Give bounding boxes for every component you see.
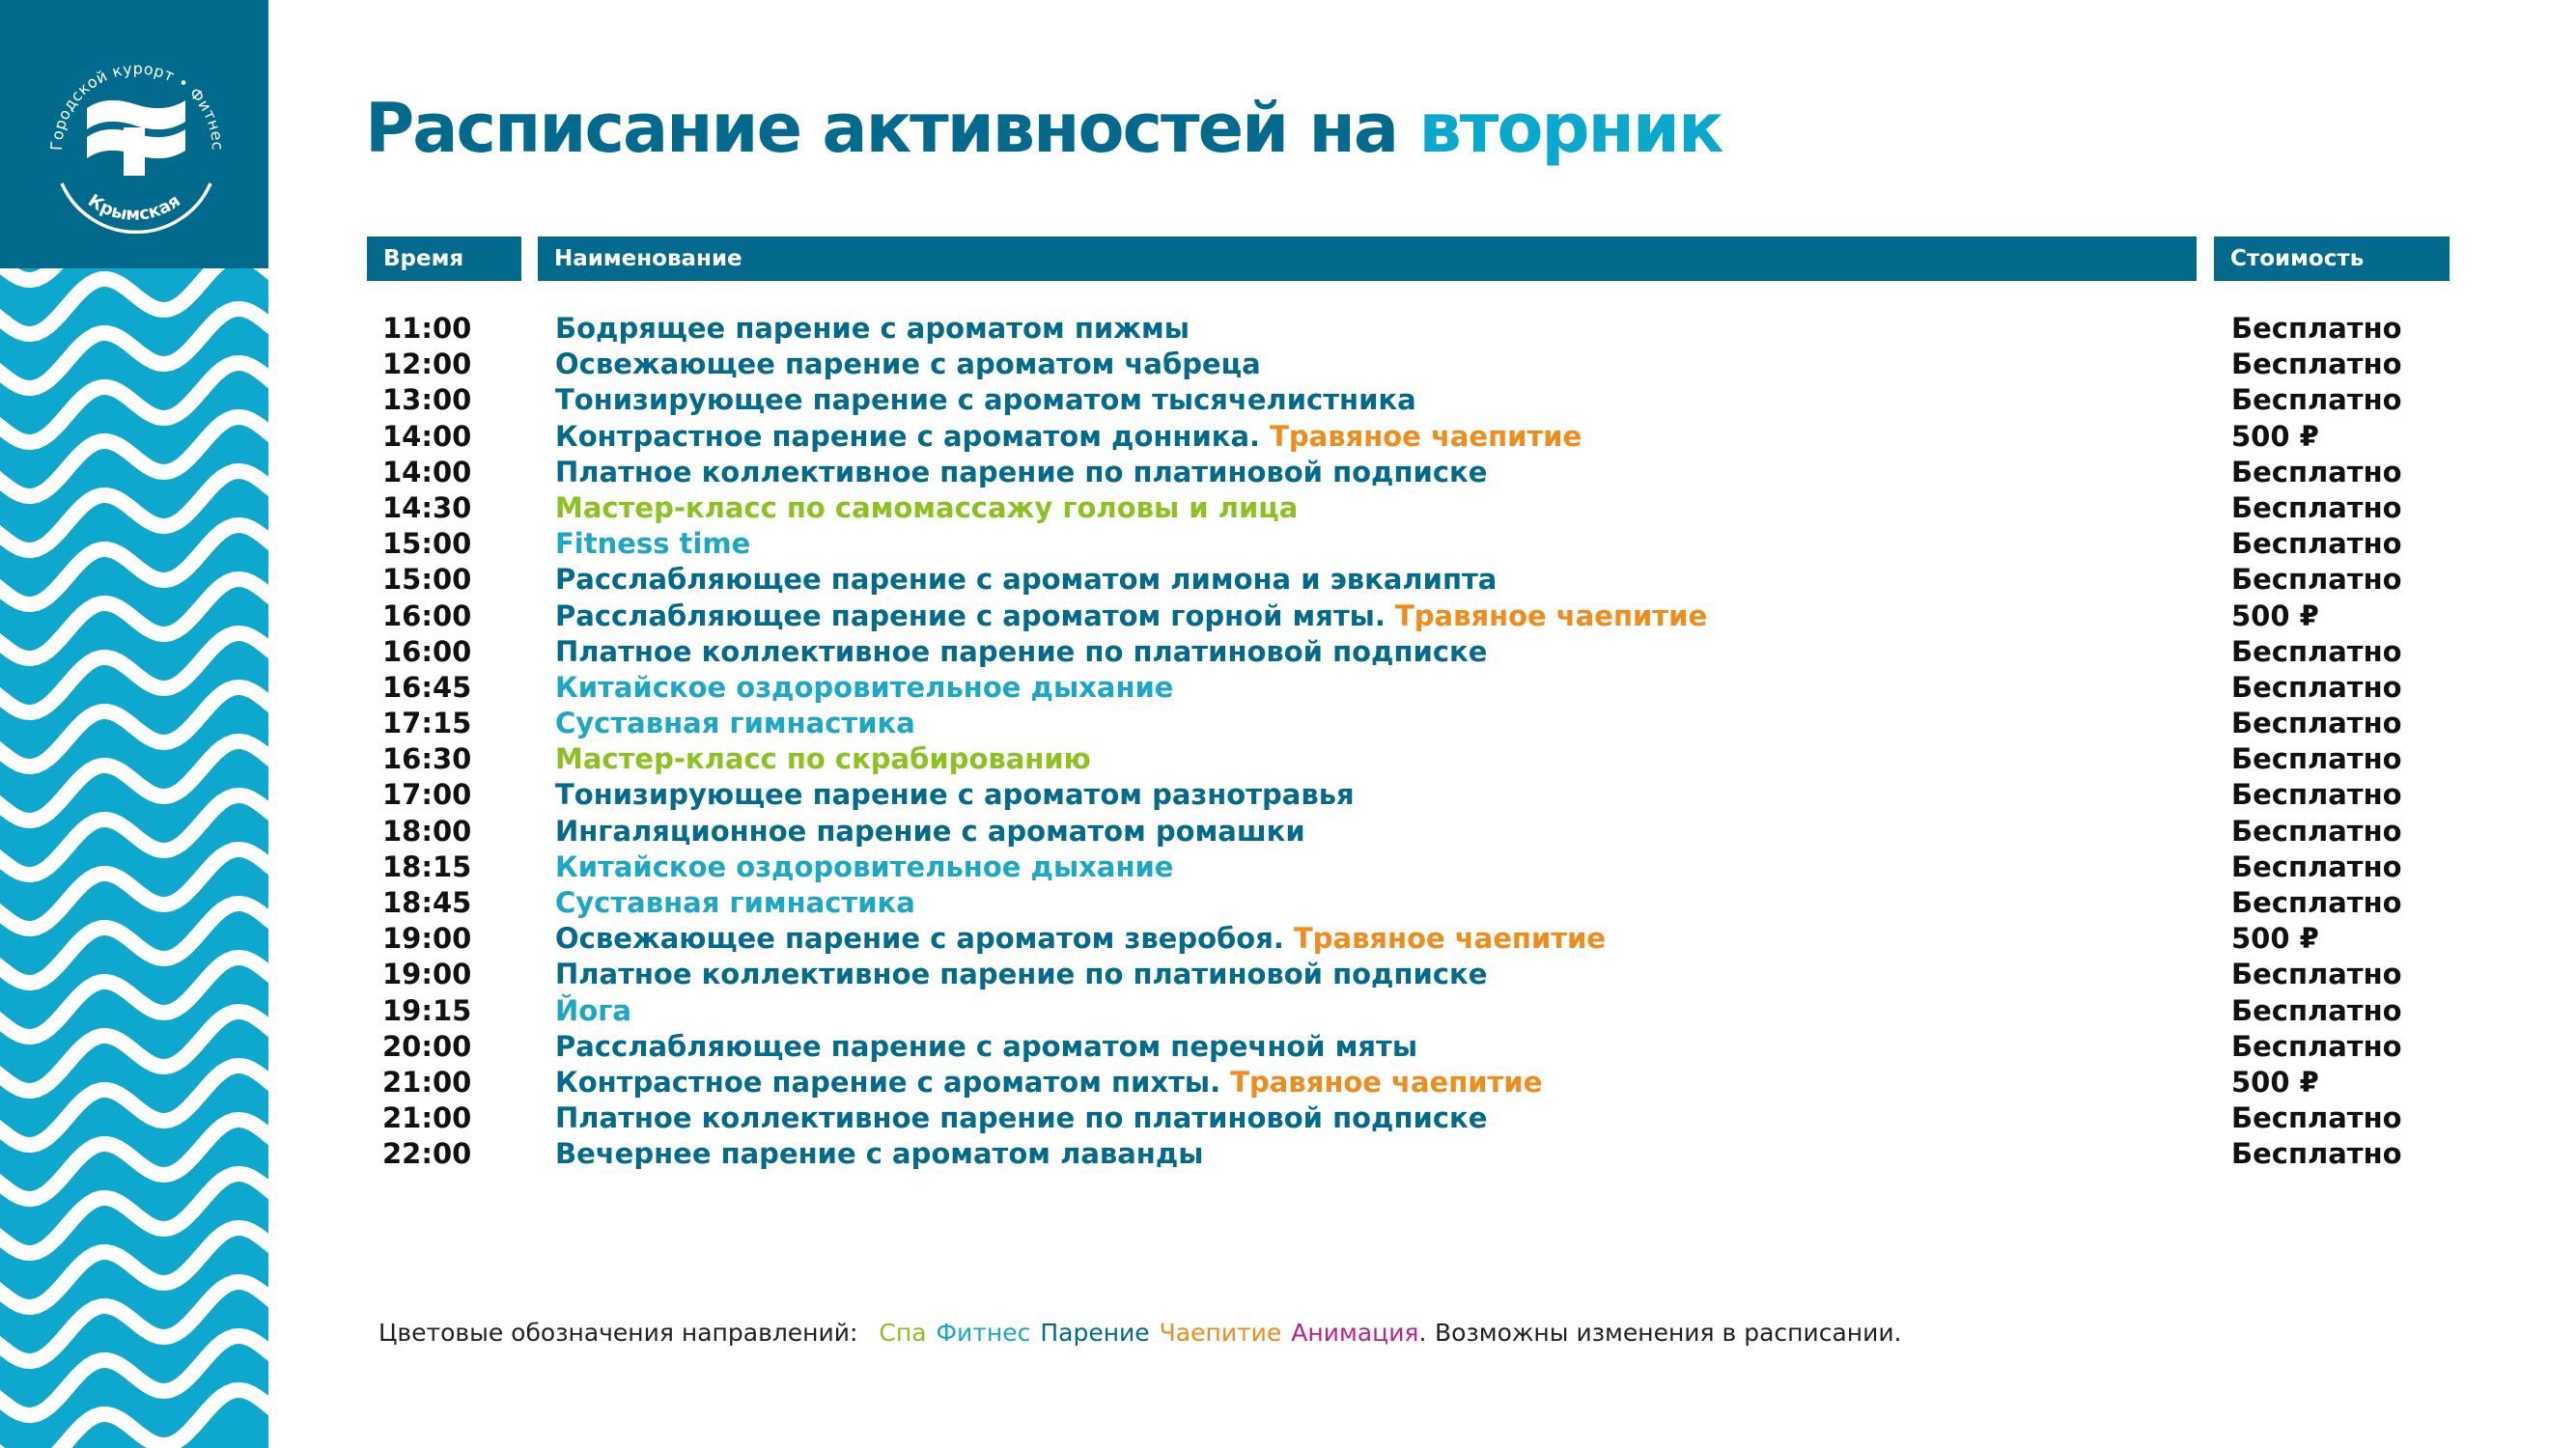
row-name-text: Платное коллективное парение по платиновой подписке [555,634,1488,668]
table-row [0,921,2576,957]
table-row [0,849,2576,885]
row-name-text: Расслабляющее парение с ароматом лимона и эвкалипта [555,563,1498,597]
brand-mark-icon [0,0,268,268]
table-row [0,814,2576,849]
row-name [555,670,1173,706]
table-row [0,490,2576,526]
wave-stripe [0,1336,268,1415]
row-name [555,599,1707,634]
wave-stripe [0,1228,268,1307]
row-time: 14:00 [382,455,472,488]
row-extra: Травяное чаепитие [1293,922,1607,956]
row-price: Бесплатно [2231,563,2402,597]
row-name [555,777,1355,813]
row-name [555,562,1497,598]
row-name [555,634,1487,670]
row-name-text: Мастер-класс по скрабированию [555,742,1091,776]
row-time: 16:00 [382,634,472,668]
legend-end: . [1418,1319,1427,1347]
row-time: 21:00 [382,1101,472,1135]
row-name-text: Вечернее парение с ароматом лаванды [555,1137,1204,1171]
row-name [555,382,1416,418]
row-time: 15:00 [382,563,472,597]
row-name-text: Бодрящее парение с ароматом пижмы [555,312,1190,345]
row-time: 13:00 [382,383,472,417]
row-time: 20:00 [382,1029,472,1063]
row-name [555,814,1305,849]
wave-stripe [0,1174,268,1253]
row-price: Бесплатно [2231,778,2402,812]
row-name [555,993,631,1029]
row-time: 16:30 [382,742,472,776]
title-accent: вторник [1418,89,1722,168]
row-time: 21:00 [382,1065,472,1099]
row-time: 16:00 [382,599,472,632]
table-row [0,706,2576,741]
title-main: Расписание активностей на [365,89,1398,168]
row-price: Бесплатно [2231,527,2402,561]
legend-item: Парение [1040,1319,1150,1347]
row-time: 18:15 [382,849,472,883]
table-row [0,562,2576,598]
table-row [0,1065,2576,1100]
row-time: 16:45 [382,670,472,704]
row-price: Бесплатно [2231,742,2402,776]
row-name-text: Йога [555,993,631,1027]
row-time: 22:00 [382,1137,472,1171]
row-name [555,1029,1417,1065]
row-price: Бесплатно [2231,312,2402,345]
ring-text-bottom: Крымская [84,190,184,225]
row-name-text: Суставная гимнастика [555,886,915,919]
row-price: 500 ₽ [2231,922,2319,956]
row-name-text: Платное коллективное парение по платиновой подписке [555,455,1488,488]
row-price: Бесплатно [2231,707,2402,740]
row-name-text: Тонизирующее парение с ароматом разнотравья [555,778,1355,812]
row-price: Бесплатно [2231,490,2402,524]
table-row [0,1100,2576,1136]
row-time: 17:15 [382,707,472,740]
table-row [0,885,2576,921]
table-row [0,419,2576,455]
row-price: Бесплатно [2231,455,2402,488]
row-time: 19:00 [382,958,472,991]
schedule-table [0,311,2576,1173]
legend-item: Спа [879,1319,927,1347]
row-name-text: Освежающее парение с ароматом чабреца [555,348,1261,381]
row-price: 500 ₽ [2231,1065,2319,1099]
row-extra: Травяное чаепитие [1230,1065,1543,1099]
table-row [0,957,2576,992]
row-name-text: Китайское оздоровительное дыхание [555,670,1174,704]
row-time: 18:00 [382,814,472,848]
row-price: 500 ₽ [2231,419,2319,453]
row-price: Бесплатно [2231,1029,2402,1063]
legend-item: Чаепитие [1159,1319,1282,1347]
legend-item: Анимация [1291,1319,1419,1347]
row-name-text: Контрастное парение с ароматом пихты. [555,1065,1221,1099]
row-time: 18:45 [382,886,472,919]
row-price: Бесплатно [2231,383,2402,417]
row-name [555,1136,1204,1172]
row-name-text: Суставная гимнастика [555,707,915,740]
row-price: Бесплатно [2231,670,2402,704]
table-row [0,599,2576,634]
row-name [555,706,915,741]
table-row [0,670,2576,706]
row-name [555,885,915,921]
row-price: Бесплатно [2231,348,2402,381]
brand-logo [0,0,268,268]
table-row [0,993,2576,1029]
row-time: 14:30 [382,490,472,524]
row-price: Бесплатно [2231,814,2402,848]
row-time: 12:00 [382,348,472,381]
row-name-text: Мастер-класс по самомассажу головы и лица [555,490,1299,524]
table-row [0,526,2576,562]
row-price: Бесплатно [2231,634,2402,668]
row-name-text: Освежающее парение с ароматом зверобоя. [555,922,1284,956]
row-time: 14:00 [382,419,472,453]
row-name [555,419,1582,455]
wave-stripe [0,1282,268,1361]
row-extra: Травяное чаепитие [1395,599,1708,632]
row-price: Бесплатно [2231,886,2402,919]
table-row [0,634,2576,670]
row-name-text: Тонизирующее парение с ароматом тысячелистника [555,383,1416,417]
row-name [555,490,1298,526]
color-legend [378,1319,1445,1347]
row-name-text: Китайское оздоровительное дыхание [555,849,1174,883]
row-price: Бесплатно [2231,849,2402,883]
svg-text:Крымская [84,190,183,224]
row-name [555,455,1487,490]
table-row [0,741,2576,777]
row-time: 15:00 [382,527,472,561]
table-row [0,777,2576,813]
legend-item: Фитнес [936,1319,1031,1347]
row-price: 500 ₽ [2231,599,2319,632]
table-row [0,347,2576,382]
row-price: Бесплатно [2231,958,2402,991]
row-name [555,741,1091,777]
row-price: Бесплатно [2231,993,2402,1027]
row-name-text: Расслабляющее парение с ароматом перечной мяты [555,1029,1418,1063]
row-time: 19:15 [382,993,472,1027]
row-name [555,1100,1487,1136]
row-name [555,921,1606,957]
header-name: Наименование [538,237,2197,281]
row-name-text: Расслабляющее парение с ароматом горной мяты. [555,599,1386,632]
page-title [365,89,1722,168]
row-name [555,957,1487,992]
header-price: Стоимость [2214,237,2450,281]
row-price: Бесплатно [2231,1101,2402,1135]
table-row [0,311,2576,347]
row-time: 17:00 [382,778,472,812]
schedule-note: Возможны изменения в расписании. [1435,1319,1902,1347]
table-row [0,1136,2576,1172]
row-name-text: Fitness time [555,527,751,561]
row-name [555,526,750,562]
row-time: 19:00 [382,922,472,956]
header-time: Время [367,237,521,281]
row-name [555,849,1173,885]
ring-text-top: Городской курорт • Фитнес [46,59,228,152]
legend-label: Цветовые обозначения направлений: [378,1319,858,1347]
wave-stripe [0,268,268,280]
row-price: Бесплатно [2231,1137,2402,1171]
row-name-text: Платное коллективное парение по платиновой подписке [555,958,1488,991]
row-time: 11:00 [382,312,472,345]
table-row [0,1029,2576,1065]
row-name-text: Платное коллективное парение по платиновой подписке [555,1101,1488,1135]
row-name-text: Контрастное парение с ароматом донника. [555,419,1261,453]
row-name [555,311,1190,347]
row-name-text: Ингаляционное парение с ароматом ромашки [555,814,1305,848]
row-name [555,1065,1542,1100]
row-name [555,347,1261,382]
row-extra: Травяное чаепитие [1270,419,1582,453]
table-row [0,382,2576,418]
table-row [0,455,2576,490]
